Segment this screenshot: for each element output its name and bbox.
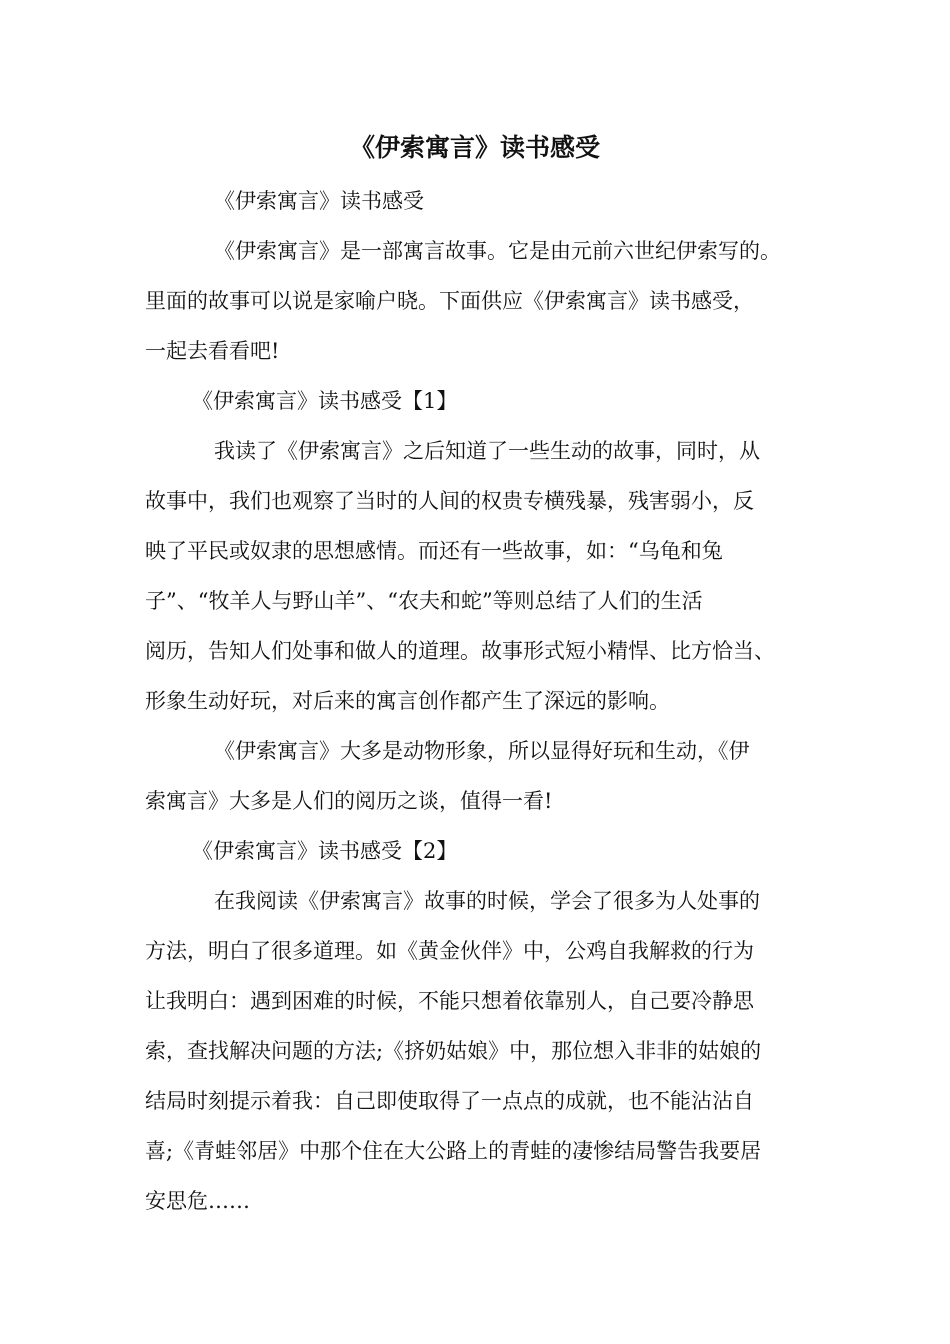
paragraph-line: 形象生动好玩，对后来的寓言创作都产生了深远的影响。 <box>145 689 670 713</box>
paragraph-line: 一起去看看吧! <box>145 339 280 363</box>
section-heading-1: 《伊索寓言》读书感受【1】 <box>192 389 458 413</box>
paragraph-line: 故事中，我们也观察了当时的人间的权贵专横残暴，残害弱小，反 <box>145 489 754 513</box>
paragraph-line: 阅历，告知人们处事和做人的道理。故事形式短小精悍、比方恰当、 <box>145 639 775 663</box>
paragraph-line: 喜;《青蛙邻居》中那个住在大公路上的青蛙的凄惨结局警告我要居 <box>145 1139 762 1163</box>
subtitle-line: 《伊索寓言》读书感受 <box>214 189 424 213</box>
document-title: 《伊索寓言》读书感受 <box>349 133 600 162</box>
paragraph-line: 索，查找解决问题的方法;《挤奶姑娘》中，那位想入非非的姑娘的 <box>145 1039 762 1063</box>
paragraph-line: 《伊索寓言》大多是动物形象，所以显得好玩和生动，《伊 <box>214 739 750 763</box>
paragraph-line: 让我明白：遇到困难的时候，不能只想着依靠别人，自己要冷静思 <box>145 989 754 1013</box>
paragraph-line: 结局时刻提示着我：自己即使取得了一点点的成就，也不能沾沾自 <box>145 1089 754 1113</box>
paragraph-line: 里面的故事可以说是家喻户晓。下面供应《伊索寓言》读书感受， <box>145 289 754 313</box>
paragraph-line: 映了平民或奴隶的思想感情。而还有一些故事，如：“乌龟和兔 <box>145 539 723 563</box>
paragraph-line: 索寓言》大多是人们的阅历之谈，值得一看! <box>145 789 553 813</box>
paragraph-line: 子”、“牧羊人与野山羊”、“农夫和蛇”等则总结了人们的生活 <box>145 589 703 613</box>
paragraph-line: 安思危…… <box>145 1189 250 1213</box>
paragraph-line: 《伊索寓言》是一部寓言故事。它是由元前六世纪伊索写的。 <box>214 239 781 263</box>
paragraph-line: 在我阅读《伊索寓言》故事的时候，学会了很多为人处事的 <box>214 889 760 913</box>
section-heading-2: 《伊索寓言》读书感受【2】 <box>192 839 458 863</box>
paragraph-line: 方法，明白了很多道理。如《黄金伙伴》中，公鸡自我解救的行为 <box>145 939 754 963</box>
paragraph-line: 我读了《伊索寓言》之后知道了一些生动的故事，同时，从 <box>214 439 760 463</box>
